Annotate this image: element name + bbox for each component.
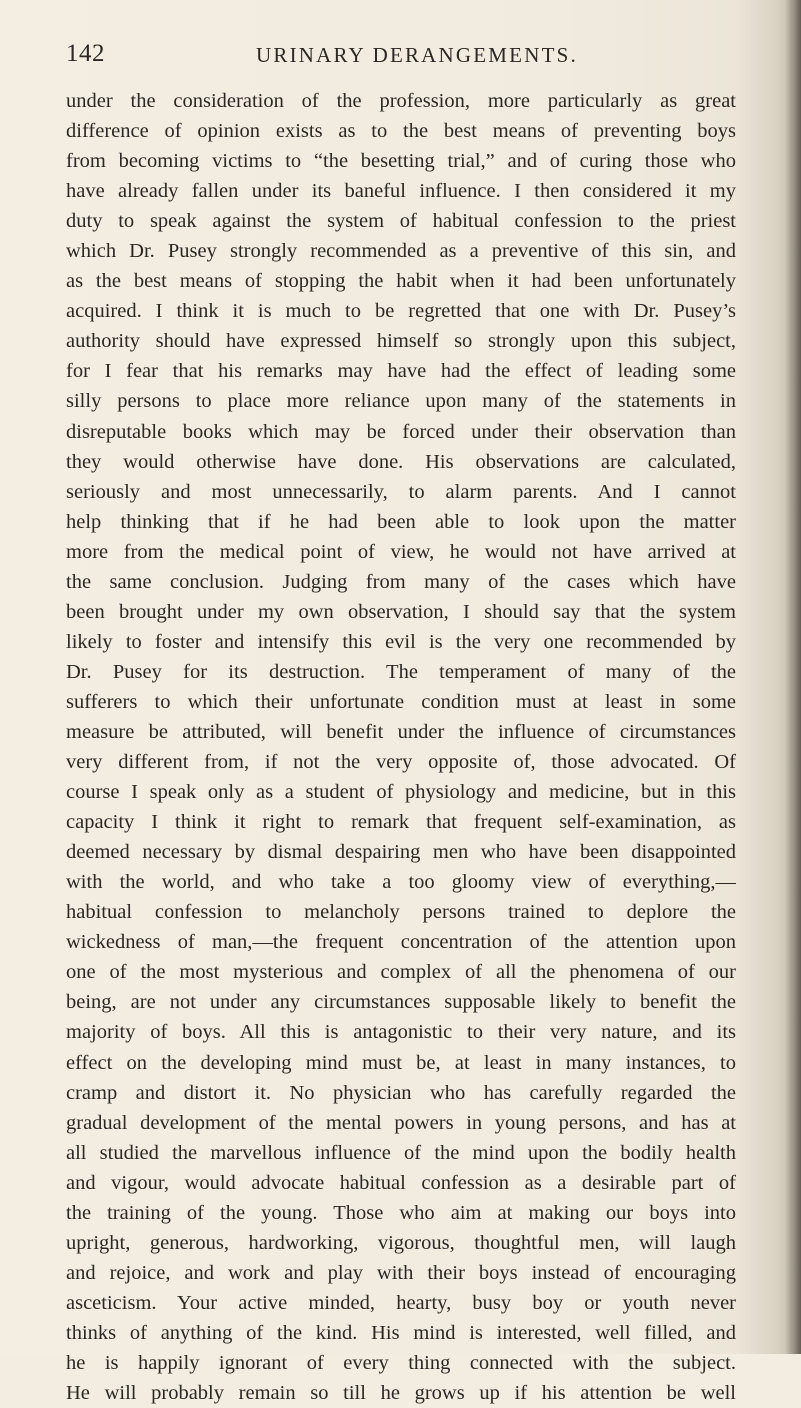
text-line: duty to speak against the system of habitual confession to the priest — [66, 210, 736, 233]
body-text — [66, 86, 736, 1408]
text-line: course I speak only as a student of physiology and medicine, but in this — [66, 781, 736, 804]
text-line: which Dr. Pusey strongly recommended as a preventive of this sin, and — [66, 240, 736, 263]
page-edge-shadow — [785, 0, 801, 1354]
text-line: majority of boys. All this is antagonistic to their very nature, and its — [66, 1021, 736, 1044]
text-line: gradual development of the mental powers in young persons, and has at — [66, 1111, 736, 1134]
text-line: as the best means of stopping the habit when it had been unfortunately — [66, 270, 736, 293]
text-line: they would otherwise have done. His observations are calculated, — [66, 450, 736, 473]
text-line: upright, generous, hardworking, vigorous, thoughtful men, will laugh — [66, 1231, 736, 1254]
text-line: measure be attributed, will benefit under the influence of circumstances — [66, 720, 736, 743]
text-line: very different from, if not the very opposite of, those advocated. Of — [66, 751, 736, 774]
text-line: seriously and most unnecessarily, to alarm parents. And I cannot — [66, 480, 736, 503]
page-number: 142 — [66, 40, 105, 67]
text-line: wickedness of man,—the frequent concentration of the attention upon — [66, 931, 736, 954]
text-line: under the consideration of the profession, more particularly as great — [66, 90, 736, 112]
text-line: asceticism. Your active minded, hearty, busy boy or youth never — [66, 1291, 736, 1314]
text-line: silly persons to place more reliance upon many of the statements in — [66, 390, 736, 413]
text-line: effect on the developing mind must be, at least in many instances, to — [66, 1051, 736, 1074]
text-line: have already fallen under its baneful influence. I then considered it my — [66, 180, 736, 203]
text-line: disreputable books which may be forced under their observation than — [66, 420, 736, 443]
text-line: for I fear that his remarks may have had the effect of leading some — [66, 360, 736, 383]
text-line: been brought under my own observation, I should say that the system — [66, 600, 736, 623]
text-line: being, are not under any circumstances supposable likely to benefit the — [66, 991, 736, 1014]
text-line: likely to foster and intensify this evil is the very one recommended by — [66, 630, 736, 653]
text-line: difference of opinion exists as to the best means of preventing boys — [66, 120, 736, 143]
text-line: capacity I think it right to remark that frequent self-examination, as — [66, 811, 736, 834]
text-line: deemed necessary by dismal despairing men who have been disappointed — [66, 841, 736, 864]
running-head: URINARY DERANGEMENTS. — [256, 43, 578, 67]
text-line: sufferers to which their unfortunate condition must at least in some — [66, 690, 736, 713]
text-line: cramp and distort it. No physician who has carefully regarded the — [66, 1081, 736, 1104]
page-header — [66, 40, 706, 80]
text-line: help thinking that if he had been able to look upon the matter — [66, 510, 736, 533]
text-line: acquired. I think it is much to be regretted that one with Dr. Pusey’s — [66, 300, 736, 323]
text-line: from becoming victims to “the besetting trial,” and of curing those who — [66, 150, 736, 173]
text-line: authority should have expressed himself so strongly upon this subject, — [66, 330, 736, 353]
text-line: all studied the marvellous influence of the mind upon the bodily health — [66, 1141, 736, 1164]
text-line: Dr. Pusey for its destruction. The temperament of many of the — [66, 660, 736, 683]
text-line: the training of the young. Those who aim at making our boys into — [66, 1201, 736, 1224]
text-line: more from the medical point of view, he would not have arrived at — [66, 540, 736, 563]
text-line: and vigour, would advocate habitual confession as a desirable part of — [66, 1171, 736, 1194]
text-line: He will probably remain so till he grows up if his attention be well — [66, 1382, 736, 1405]
text-line: he is happily ignorant of every thing connected with the subject. — [66, 1351, 736, 1374]
text-line: habitual confession to melancholy persons trained to deplore the — [66, 901, 736, 924]
text-line: the same conclusion. Judging from many of the cases which have — [66, 570, 736, 593]
text-line: one of the most mysterious and complex of all the phenomena of our — [66, 961, 736, 984]
text-line: with the world, and who take a too gloomy view of everything,— — [66, 871, 736, 894]
text-line: thinks of anything of the kind. His mind is interested, well filled, and — [66, 1321, 736, 1344]
text-line: and rejoice, and work and play with their boys instead of encouraging — [66, 1261, 736, 1284]
